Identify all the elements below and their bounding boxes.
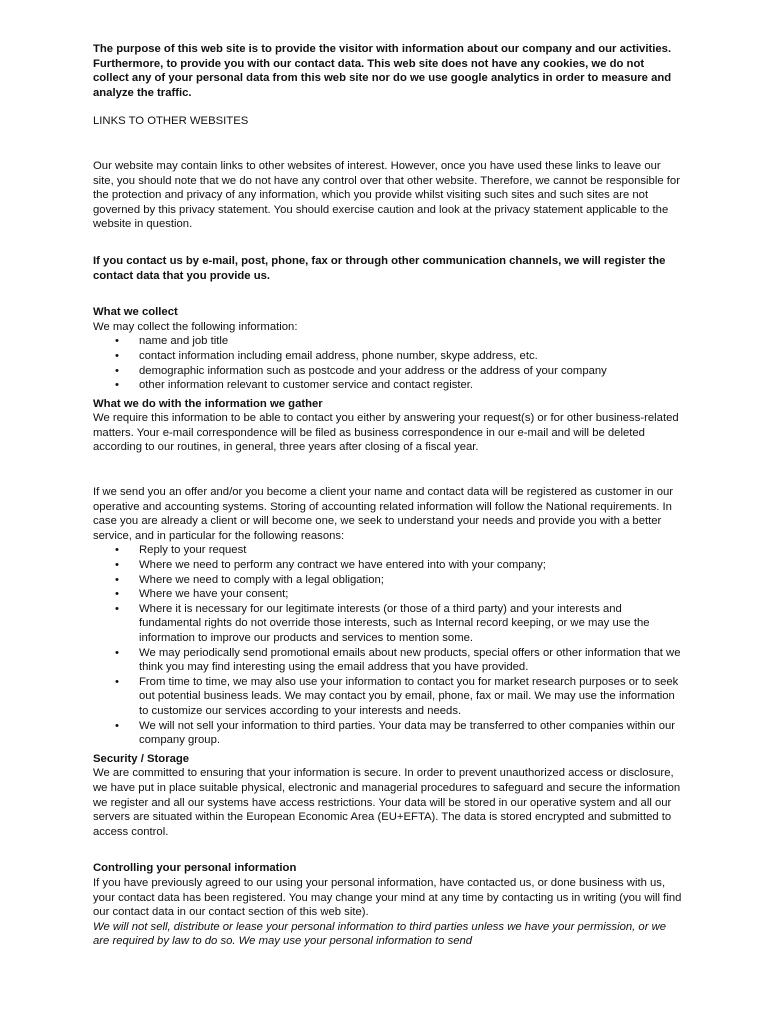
security-section (93, 752, 683, 840)
list-item: • From time to time, we may also use your information to contact you for market research purposes or to seek out potential business leads. We may contact you by email, phone, fax or mail. We may use the information to customize our services according to your interests and needs. (139, 675, 683, 719)
intro-paragraph: The purpose of this web site is to provide the visitor with information about our company and our activities. Furthermore, to provide you with our contact data. This web site does not have any cookies, we do not collect any of your personal data from this web site nor do we use google analytics in order to measure and analyze the traffic. (93, 43, 672, 99)
list-item: • Reply to your request (139, 543, 683, 558)
list-item: • We will not sell your information to third parties. Your data may be transferred to other companies within our company group. (139, 719, 683, 748)
list-item: • Where it is necessary for our legitimate interests (or those of a third party) and your interests and fundamental rights do not override those interests, such as Internal record keeping, or we may use the information to improve our products and services to mention some. (139, 602, 683, 646)
use-heading: What we do with the information we gather (93, 397, 323, 410)
security-paragraph: We are committed to ensuring that your information is secure. In order to prevent unauthorized access or disclosure, we have put in place suitable physical, electronic and managerial procedures to safeguard and secure the information we register and all our systems have access restrictions. Your data will be stored in our operative system and all our servers are situated within the European Economic Area (EU+EFTA). The data is stored encrypted and submitted to access control. (93, 767, 681, 838)
list-item: • name and job title (139, 334, 683, 349)
list-item: • contact information including email address, phone number, skype address, etc. (139, 349, 683, 364)
use-section (93, 397, 683, 748)
use-paragraph: We require this information to be able to contact you either by answering your request(s) or for other business-related matters. Your e-mail correspondence will be filed as business correspondence in our e-mail and will be deleted according to our routines, in general, three years after closing of a fiscal year. (93, 412, 679, 454)
collect-list (93, 334, 683, 392)
document-page (93, 42, 683, 949)
list-item: • Where we need to comply with a legal obligation; (139, 573, 683, 588)
contact-notice: If you contact us by e-mail, post, phone, fax or through other communication channels, we will register the contact data that you provide us. (93, 254, 666, 282)
control-heading: Controlling your personal information (93, 862, 297, 875)
offer-paragraph: If we send you an offer and/or you become a client your name and contact data will be registered as customer in our operative and accounting systems. Storing of accounting related information will follow the National requirements. In case you are already a client or will become one, we seek to understand your needs and provide you with a better service, and in particular for the following reasons: (93, 486, 674, 542)
links-heading: LINKS TO OTHER WEBSITES (93, 115, 249, 128)
list-item: • We may periodically send promotional emails about new products, special offers or other information that we think you may find interesting using the email address that you have provided. (139, 646, 683, 675)
list-item: • Where we need to perform any contract we have entered into with your company; (139, 558, 683, 573)
control-section (93, 861, 683, 949)
list-item: • Where we have your consent; (139, 587, 683, 602)
list-item: • other information relevant to customer service and contact register. (139, 378, 683, 393)
control-paragraph: If you have previously agreed to our using your personal information, have contacted us, or done business with us, your contact data has been registered. You may change your mind at any time by contacting us in writing (you will find our contact data in our contact section of this web site). (93, 876, 682, 919)
collect-intro: We may collect the following information: (93, 320, 298, 333)
collect-heading: What we collect (93, 306, 178, 319)
links-paragraph: Our website may contain links to other websites of interest. However, once you have used these links to leave our site, you should note that we do not have any control over that other website. Therefore, we cannot be responsible for the protection and privacy of any information, which you provide whilst visiting such sites and such sites are not governed by this privacy statement. You should exercise caution and look at the privacy statement applicable to the website in question. (93, 159, 680, 231)
security-heading: Security / Storage (93, 752, 190, 765)
control-italic-paragraph: We will not sell, distribute or lease your personal information to third parties unless we have your permission, or we are required by law to do so. We may use your personal information to send (93, 920, 667, 948)
reasons-list (93, 543, 683, 747)
collect-section (93, 305, 683, 393)
list-item: • demographic information such as postcode and your address or the address of your company (139, 364, 683, 379)
